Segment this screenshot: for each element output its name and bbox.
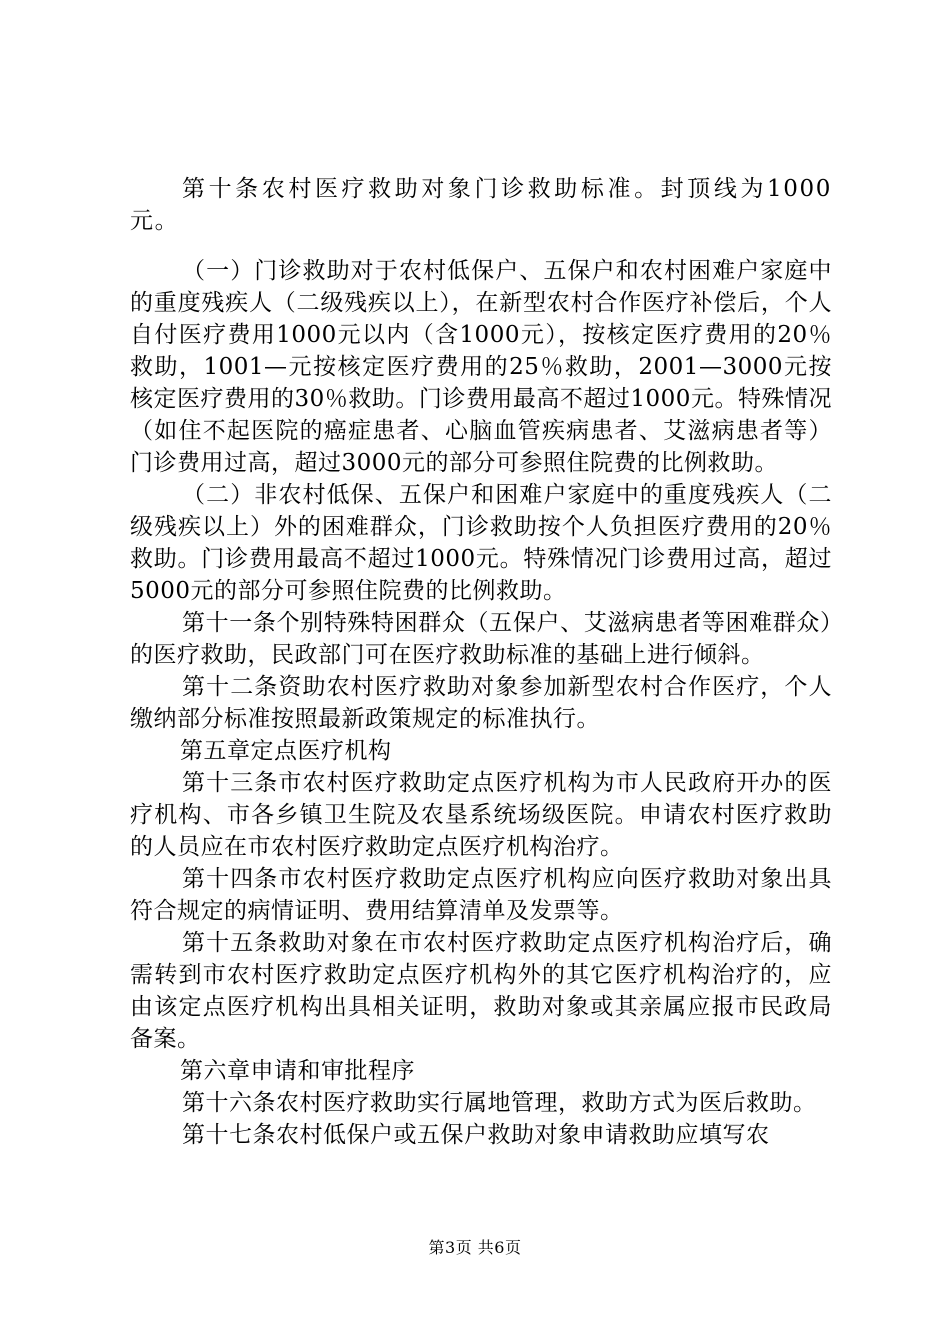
paragraph-item-2: （二）非农村低保、五保户和困难户家庭中的重度残疾人（二级残疾以上）外的困难群众，门诊救助按个人负担医疗费用的20％救助。门诊费用最高不超过1000元。特殊情况门诊费用过高，超过5000元的部分可参照住院费的比例救助。 [130, 482, 832, 604]
paragraph-article-11: 第十一条个别特殊特困群众（五保户、艾滋病患者等困难群众）的医疗救助，民政部门可在医疗救助标准的基础上进行倾斜。 [130, 610, 832, 668]
paragraph-item-1: （一）门诊救助对于农村低保户、五保户和农村困难户家庭中的重度残疾人（二级残疾以上），在新型农村合作医疗补偿后，个人自付医疗费用1000元以内（含1000元），按核定医疗费用的20％救助，1001—元按核定医疗费用的25％救助，2001—3000元按核定医疗费用的30％救助。门诊费用最高不超过1000元。特殊情况（如住不起医院的癌症患者、心脑血管疾病患者、艾滋病患者等）门诊费用过高，超过3000元的部分可参照住院费的比例救助。 [130, 258, 832, 476]
paragraph-article-17: 第十七条农村低保户或五保户救助对象申请救助应填写农 [182, 1122, 770, 1148]
paragraph-article-10: 第十条农村医疗救助对象门诊救助标准。封顶线为1000元。 [130, 176, 832, 234]
paragraph-article-15: 第十五条救助对象在市农村医疗救助定点医疗机构治疗后，确需转到市农村医疗救助定点医疗机构外的其它医疗机构治疗的，应由该定点医疗机构出具相关证明，救助对象或其亲属应报市民政局备案。 [130, 930, 832, 1052]
paragraph-article-16: 第十六条农村医疗救助实行属地管理，救助方式为医后救助。 [182, 1090, 817, 1116]
document-body [130, 173, 832, 1151]
chapter-heading-6: 第六章申请和审批程序 [180, 1058, 415, 1084]
paragraph-article-14: 第十四条市农村医疗救助定点医疗机构应向医疗救助对象出具符合规定的病情证明、费用结算清单及发票等。 [130, 866, 832, 924]
chapter-heading-5: 第五章定点医疗机构 [180, 738, 392, 764]
paragraph-article-12: 第十二条资助农村医疗救助对象参加新型农村合作医疗，个人缴纳部分标准按照最新政策规定的标准执行。 [130, 674, 832, 732]
page-number-footer: 第3页 共6页 [428, 1238, 522, 1257]
paragraph-article-13: 第十三条市农村医疗救助定点医疗机构为市人民政府开办的医疗机构、市各乡镇卫生院及农垦系统场级医院。申请农村医疗救助的人员应在市农村医疗救助定点医疗机构治疗。 [130, 770, 832, 860]
